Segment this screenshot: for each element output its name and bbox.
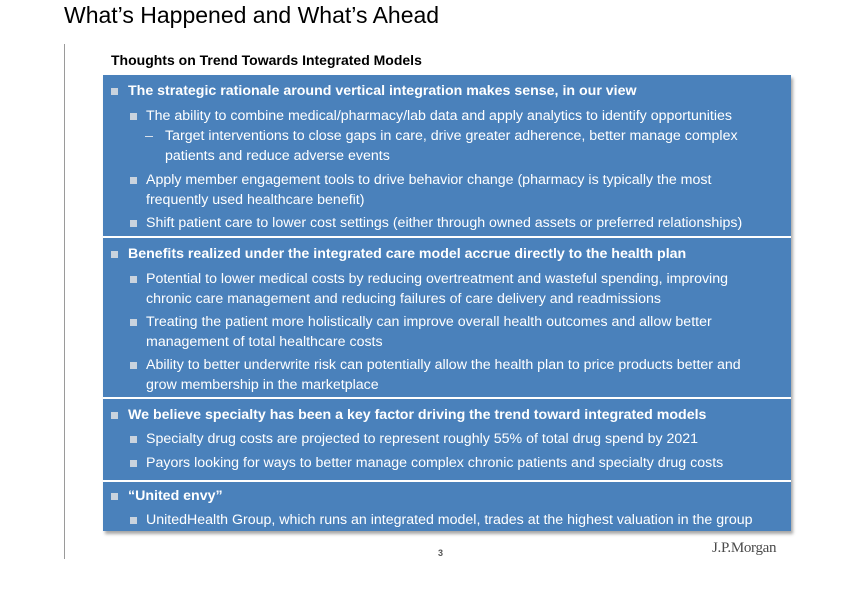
bullet-text: The ability to combine medical/pharmacy/lab data and apply analytics to identify opportunities (146, 108, 732, 124)
bullet-text: chronic care management and reducing failures of care delivery and readmissions (146, 291, 661, 307)
section-heading: Benefits realized under the integrated care model accrue directly to the health plan (128, 246, 687, 262)
square-bullet-icon (130, 276, 137, 283)
square-bullet-icon (130, 220, 137, 227)
square-bullet-icon (130, 460, 137, 467)
bullet-text: Ability to better underwrite risk can potentially allow the health plan to price products better and (146, 357, 741, 373)
page-number: 3 (438, 548, 444, 558)
section-heading: “United envy” (128, 488, 223, 504)
content-panel (103, 75, 791, 531)
square-bullet-icon (111, 412, 118, 419)
sub-bullet-text: Target interventions to close gaps in care, drive greater adherence, better manage complex (165, 128, 738, 144)
square-bullet-icon (111, 251, 118, 258)
bullet-text: management of total healthcare costs (146, 334, 383, 350)
slide-title: What’s Happened and What’s Ahead (64, 2, 440, 28)
section-strategic-rationale (103, 75, 791, 236)
bullet-text: Payors looking for ways to better manage complex chronic patients and specialty drug costs (146, 455, 724, 471)
section-united-envy (103, 482, 791, 531)
square-bullet-icon (130, 362, 137, 369)
square-bullet-icon (130, 113, 137, 120)
left-rule (64, 44, 65, 559)
section-heading: The strategic rationale around vertical integration makes sense, in our view (128, 83, 637, 99)
square-bullet-icon (111, 88, 118, 95)
slide-subtitle: Thoughts on Trend Towards Integrated Models (111, 52, 422, 68)
bullet-text: Apply member engagement tools to drive behavior change (pharmacy is typically the most (146, 172, 712, 188)
bullet-text: grow membership in the marketplace (146, 377, 379, 393)
square-bullet-icon (130, 319, 137, 326)
bullet-text: Specialty drug costs are projected to represent roughly 55% of total drug spend by 2021 (146, 431, 699, 447)
section-benefits (103, 238, 791, 397)
square-bullet-icon (130, 436, 137, 443)
sub-bullet-text: patients and reduce adverse events (165, 148, 390, 164)
square-bullet-icon (130, 177, 137, 184)
jpmorgan-logo: J.P.Morgan (712, 540, 777, 556)
bullet-text: frequently used healthcare benefit) (146, 192, 365, 208)
section-specialty (103, 399, 791, 480)
section-heading: We believe specialty has been a key factor driving the trend toward integrated models (128, 407, 707, 423)
bullet-text: Treating the patient more holistically can improve overall health outcomes and allow better (146, 314, 712, 330)
square-bullet-icon (130, 517, 137, 524)
dash-bullet-icon (145, 136, 153, 137)
square-bullet-icon (111, 493, 118, 500)
bullet-text: Potential to lower medical costs by reducing overtreatment and wasteful spending, improving (146, 271, 728, 287)
bullet-text: Shift patient care to lower cost settings (either through owned assets or preferred relationships) (146, 215, 743, 231)
bullet-text: UnitedHealth Group, which runs an integrated model, trades at the highest valuation in the group (146, 512, 753, 528)
